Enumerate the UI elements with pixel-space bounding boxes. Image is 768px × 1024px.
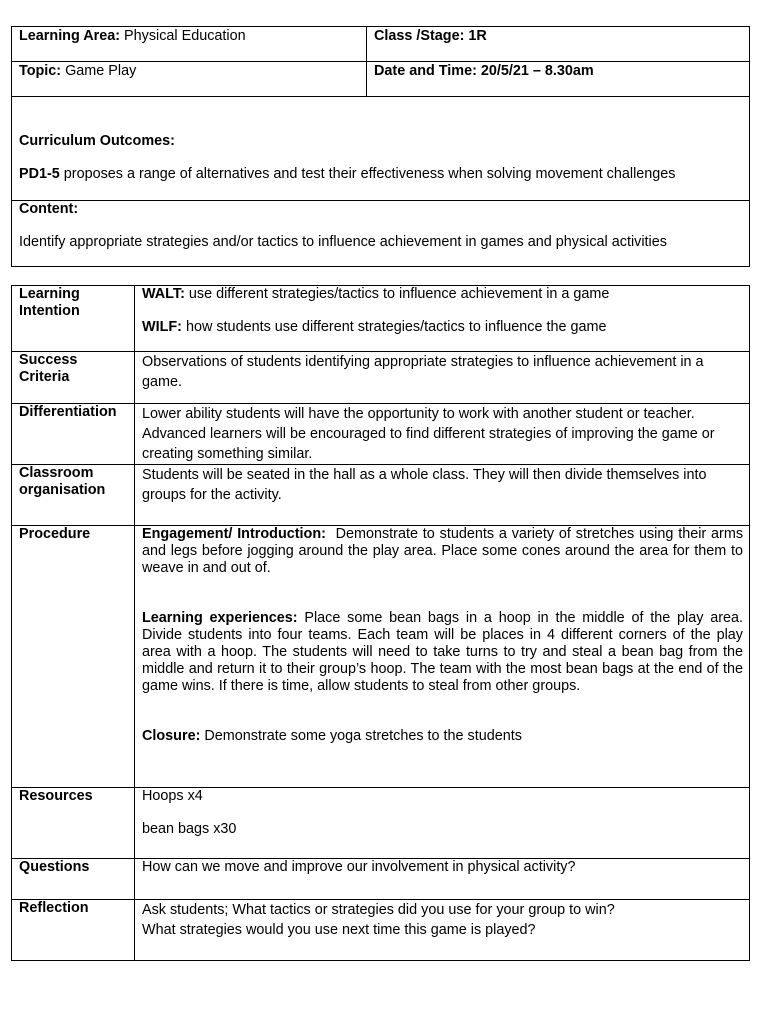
lesson-plan-table bbox=[11, 285, 750, 961]
curriculum-outcomes-label: Curriculum Outcomes: bbox=[19, 133, 175, 149]
reflection-line-2: What strategies would you use next time this game is played? bbox=[142, 922, 536, 938]
outcome-code: PD1-5 bbox=[19, 166, 60, 182]
learning-area-value: Physical Education bbox=[124, 28, 246, 44]
learning-area-cell bbox=[12, 27, 367, 62]
date-time-label: Date and Time: bbox=[374, 63, 477, 79]
questions-text: How can we move and improve our involvement in physical activity? bbox=[135, 859, 750, 900]
topic-label: Topic: bbox=[19, 63, 62, 79]
resources-label: Resources bbox=[12, 788, 135, 859]
learning-intention-cell bbox=[135, 286, 750, 352]
closure-label: Closure: bbox=[142, 728, 201, 744]
class-stage-cell bbox=[367, 27, 750, 62]
engagement-text: Demonstrate to students a variety of stretches using their arms and legs before jogging around the play area. Place some cones around the area for them to weave in and out of. bbox=[142, 526, 744, 576]
reflection-label: Reflection bbox=[12, 900, 135, 961]
closure-text: Demonstrate some yoga stretches to the students bbox=[204, 728, 522, 744]
reflection-line-1: Ask students; What tactics or strategies did you use for your group to win? bbox=[142, 902, 615, 918]
lesson-header-table bbox=[11, 26, 750, 267]
differentiation-line-1: Lower ability students will have the opportunity to work with another student or teacher. bbox=[142, 406, 695, 422]
success-criteria-text: Observations of students identifying appropriate strategies to influence achievement in a game. bbox=[135, 352, 750, 404]
content-label: Content: bbox=[19, 201, 79, 217]
classroom-organisation-text: Students will be seated in the hall as a whole class. They will then divide themselves into groups for the activity. bbox=[135, 465, 750, 526]
walt-text: use different strategies/tactics to influence achievement in a game bbox=[188, 286, 610, 302]
differentiation-line-2: Advanced learners will be encouraged to find different strategies of improving the game or creating something similar. bbox=[142, 426, 715, 462]
date-time-value: 20/5/21 – 8.30am bbox=[480, 63, 594, 79]
reflection-cell bbox=[135, 900, 750, 961]
wilf-text: how students use different strategies/tactics to influence the game bbox=[185, 319, 607, 335]
outcome-text: proposes a range of alternatives and test their effectiveness when solving movement challenges bbox=[63, 166, 676, 182]
procedure-cell bbox=[135, 526, 750, 788]
topic-value: Game Play bbox=[65, 63, 137, 79]
resource-item: Hoops x4 bbox=[142, 788, 203, 804]
learning-experiences-text: Place some bean bags in a hoop in the middle of the play area. Divide students into four teams. Each team will be places in 4 different corners of the play area with a hoop. The students will need to take turns to try and steal a bean bag from the middle and return it to their group’s hoop. The team with the most bean bags at the end of the game wins. If there is time, allow students to steal from other groups. bbox=[142, 610, 744, 694]
learning-experiences-label: Learning experiences: bbox=[142, 610, 298, 626]
curriculum-outcomes-cell bbox=[12, 97, 750, 201]
resources-cell bbox=[135, 788, 750, 859]
procedure-label: Procedure bbox=[12, 526, 135, 788]
differentiation-cell bbox=[135, 404, 750, 465]
topic-cell bbox=[12, 62, 367, 97]
learning-intention-label: Learning Intention bbox=[12, 286, 135, 352]
class-stage-value: 1R bbox=[468, 28, 487, 44]
learning-area-label: Learning Area: bbox=[19, 28, 121, 44]
class-stage-label: Class /Stage: bbox=[374, 28, 465, 44]
classroom-organisation-label: Classroom organisation bbox=[12, 465, 135, 526]
differentiation-label: Differentiation bbox=[12, 404, 135, 465]
walt-label: WALT: bbox=[142, 286, 185, 302]
resource-item: bean bags x30 bbox=[142, 821, 237, 837]
engagement-label: Engagement/ Introduction: bbox=[142, 526, 326, 542]
questions-label: Questions bbox=[12, 859, 135, 900]
wilf-label: WILF: bbox=[142, 319, 182, 335]
content-text: Identify appropriate strategies and/or tactics to influence achievement in games and physical activities bbox=[19, 234, 667, 250]
success-criteria-label: Success Criteria bbox=[12, 352, 135, 404]
content-cell bbox=[12, 201, 750, 267]
date-time-cell bbox=[367, 62, 750, 97]
